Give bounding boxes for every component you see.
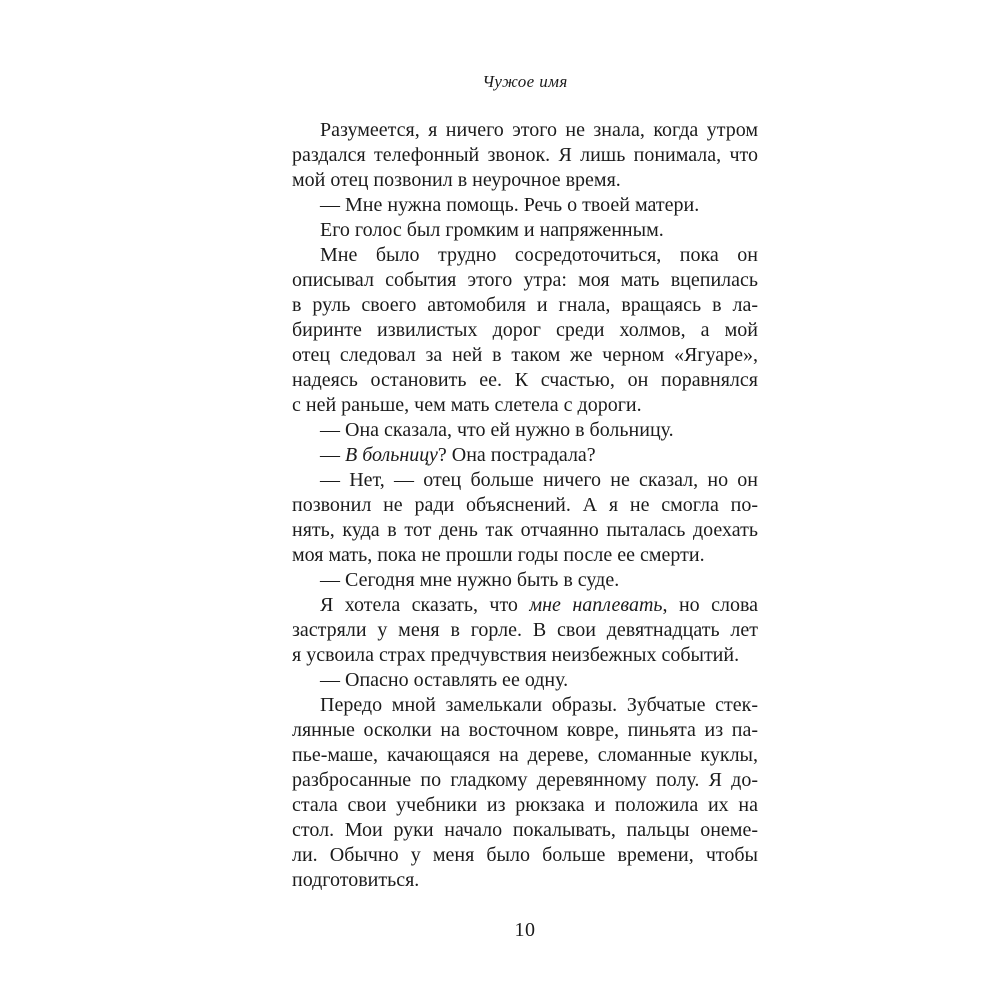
text-segment: Я хотела сказать, что — [320, 594, 530, 616]
text-line: раздался телефонный звонок. Я лишь понимала, что — [292, 144, 758, 166]
text-line: подготовиться. — [292, 869, 420, 891]
text-line: — Мне нужна помощь. Речь о твоей матери. — [320, 194, 700, 216]
text-line — [292, 443, 758, 468]
text-line: — Она сказала, что ей нужно в больницу. — [320, 419, 674, 441]
text-line: с ней раньше, чем мать слетела с дороги. — [292, 394, 642, 416]
text-line: стала свои учебники из рюкзака и положила их на — [292, 794, 758, 816]
italic-phrase: В больницу — [345, 444, 438, 466]
text-line: позвонил не ради объяснений. А я не смогла по- — [292, 494, 758, 516]
text-line: пье-маше, качающаяся на дереве, сломанные куклы, — [292, 744, 758, 766]
italic-phrase: мне наплевать — [529, 594, 663, 616]
text-line: ли. Обычно у меня было больше времени, чтобы — [292, 844, 758, 866]
page-number: 10 — [514, 919, 536, 941]
text-line: — Нет, — отец больше ничего не сказал, но он — [320, 469, 758, 491]
text-line: Разумеется, я ничего этого не знала, когда утром — [320, 119, 758, 141]
text-line: — Опасно оставлять ее одну. — [320, 669, 569, 691]
text-line: описывал события этого утра: моя мать вцепилась — [292, 269, 758, 291]
text-line: отец следовал за ней в таком же черном «Ягуаре», — [292, 344, 758, 366]
text-line: Передо мной замелькали образы. Зубчатые стек- — [320, 694, 758, 716]
text-line: мой отец позвонил в неурочное время. — [292, 169, 621, 191]
text-segment: — — [320, 444, 345, 466]
text-line: я усвоила страх предчувствия неизбежных событий. — [292, 644, 740, 666]
text-line: лянные осколки на восточном ковре, пиньята из па- — [292, 719, 758, 741]
text-line — [292, 593, 758, 618]
text-segment: ? Она пострадала? — [437, 444, 596, 466]
text-line: надеясь остановить ее. К счастью, он поравнялся — [292, 369, 758, 391]
text-line: застряли у меня в горле. В свои девятнадцать лет — [292, 619, 758, 641]
text-line: разбросанные по гладкому деревянному полу. Я до- — [292, 769, 758, 791]
text-segment: , но слова — [662, 594, 758, 616]
text-line: Мне было трудно сосредоточиться, пока он — [320, 244, 758, 266]
text-line: биринте извилистых дорог среди холмов, а мой — [292, 319, 758, 341]
text-line: стол. Мои руки начало покалывать, пальцы онеме- — [292, 819, 758, 841]
page-body — [292, 118, 758, 893]
text-line: Его голос был громким и напряженным. — [320, 219, 664, 241]
text-line: нять, куда в тот день так отчаянно пыталась доехать — [292, 519, 758, 541]
text-line: — Сегодня мне нужно быть в суде. — [320, 569, 620, 591]
text-line: моя мать, пока не прошли годы после ее смерти. — [292, 544, 705, 566]
running-head: Чужое имя — [482, 72, 568, 91]
text-line: в руль своего автомобиля и гнала, вращаясь в ла- — [292, 294, 758, 316]
